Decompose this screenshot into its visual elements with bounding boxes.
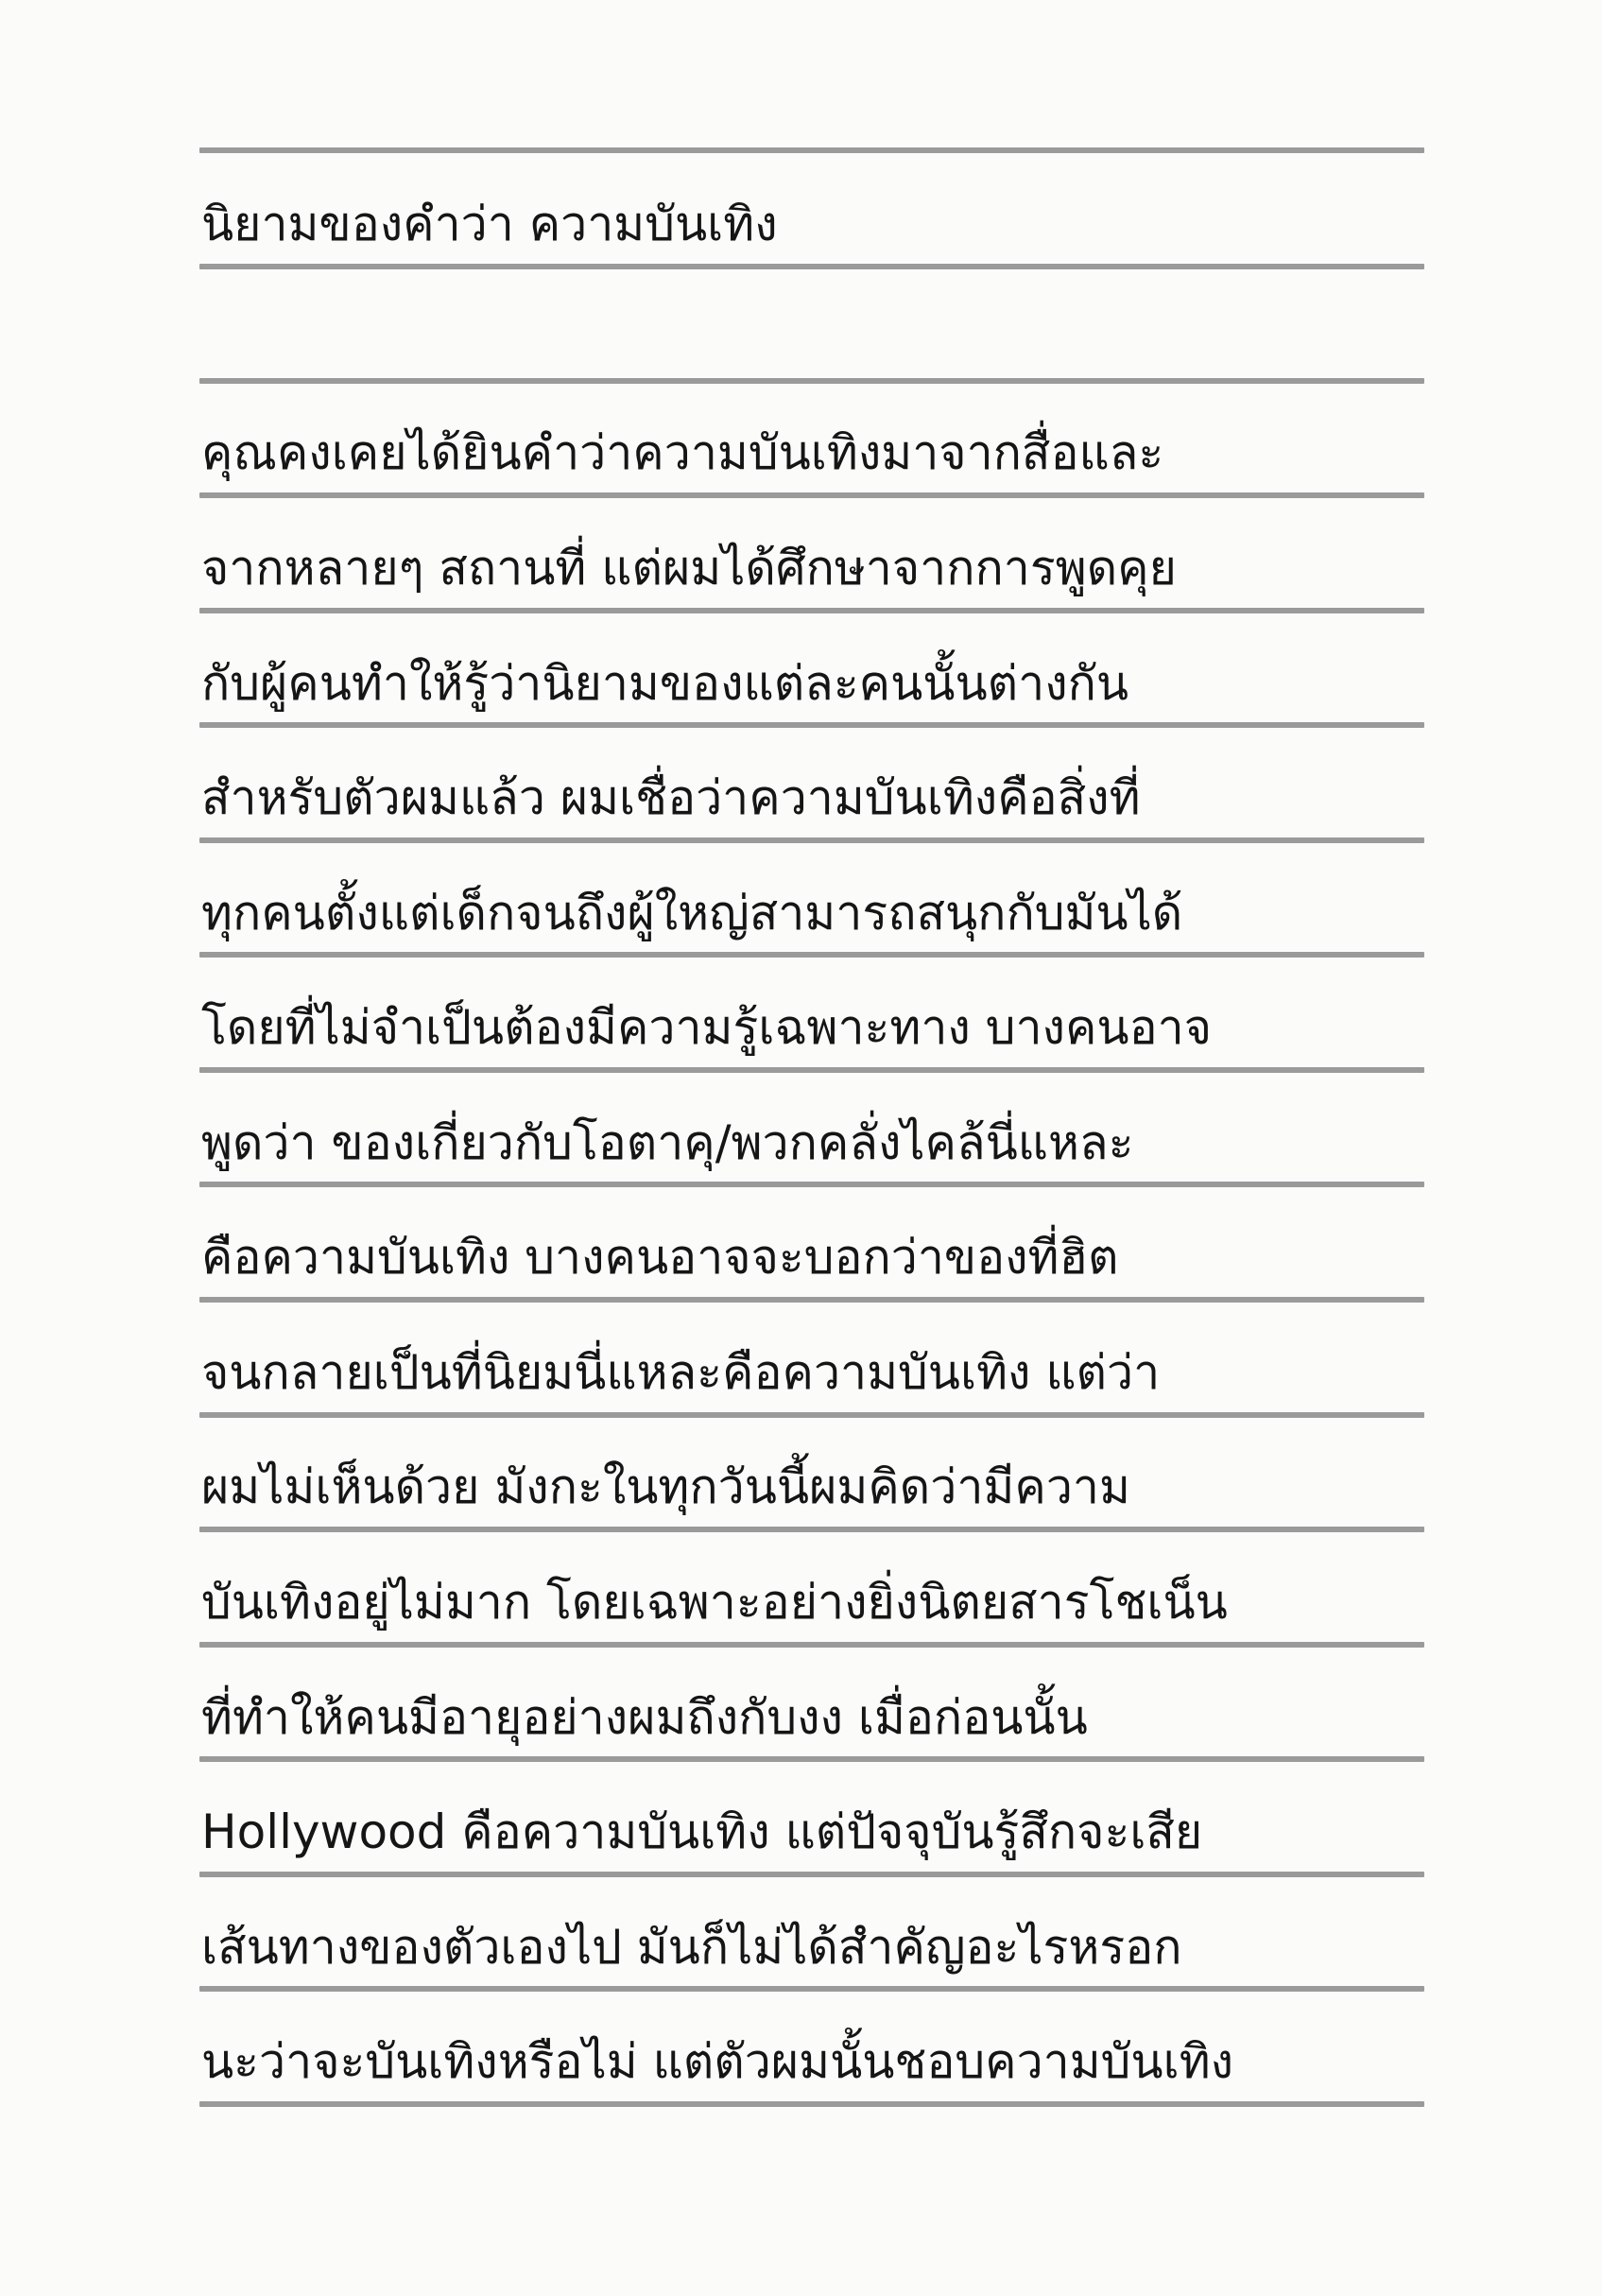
text-line: ทุกคนตั้งแต่เด็กจนถึงผู้ใหญ่สามารถสนุกกับมันได้: [201, 886, 1183, 941]
text-line: บันเทิงอยู่ไม่มาก โดยเฉพาะอย่างยิ่งนิตยสารโชเน็น: [201, 1575, 1228, 1630]
ruled-line: [199, 837, 1424, 843]
ruled-line: [199, 147, 1424, 153]
ruled-line: [199, 1986, 1424, 1992]
ruled-line: [199, 1412, 1424, 1418]
text-line: คุณคงเคยได้ยินคำว่าความบันเทิงมาจากสื่อและ: [201, 425, 1164, 480]
text-line: พูดว่า ของเกี่ยวกับโอตาคุ/พวกคลั่งไคล้นี่แหละ: [201, 1115, 1134, 1170]
text-line: คือความบันเทิง บางคนอาจจะบอกว่าของที่ฮิต: [201, 1230, 1119, 1285]
ruled-line: [199, 1297, 1424, 1303]
ruled-line: [199, 608, 1424, 613]
text-line: จากหลายๆ สถานที่ แต่ผมได้ศึกษาจากการพูดคุย: [201, 541, 1177, 596]
ruled-line: [199, 952, 1424, 958]
ruled-line: [199, 264, 1424, 269]
text-line: Hollywood คือความบันเทิง แต่ปัจจุบันรู้สึกจะเสีย: [201, 1804, 1203, 1859]
ruled-line: [199, 1872, 1424, 1877]
ruled-line: [199, 2101, 1424, 2107]
ruled-line: [199, 378, 1424, 384]
text-line: นะว่าจะบันเทิงหรือไม่ แต่ตัวผมนั้นชอบความบันเทิง: [201, 2034, 1234, 2089]
ruled-line: [199, 1182, 1424, 1187]
page-title: นิยามของคำว่า ความบันเทิง: [201, 197, 778, 251]
text-line: สำหรับตัวผมแล้ว ผมเชื่อว่าความบันเทิงคือสิ่งที่: [201, 770, 1141, 825]
ruled-line: [199, 1067, 1424, 1073]
ruled-line: [199, 722, 1424, 728]
ruled-line: [199, 492, 1424, 498]
ruled-line: [199, 1642, 1424, 1648]
text-line: จนกลายเป็นที่นิยมนี่แหละคือความบันเทิง แต่ว่า: [201, 1345, 1161, 1400]
text-line: โดยที่ไม่จำเป็นต้องมีความรู้เฉพาะทาง บางคนอาจ: [201, 1000, 1212, 1055]
text-line: เส้นทางของตัวเองไป มันก็ไม่ได้สำคัญอะไรหรอก: [201, 1920, 1182, 1975]
ruled-line: [199, 1756, 1424, 1762]
ruled-line: [199, 1527, 1424, 1532]
text-line: ที่ทำให้คนมีอายุอย่างผมถึงกับงง เมื่อก่อนนั้น: [201, 1690, 1088, 1745]
text-line: ผมไม่เห็นด้วย มังกะในทุกวันนี้ผมคิดว่ามีความ: [201, 1459, 1130, 1514]
text-line: กับผู้คนทำให้รู้ว่านิยามของแต่ละคนนั้นต่างกัน: [201, 656, 1129, 711]
